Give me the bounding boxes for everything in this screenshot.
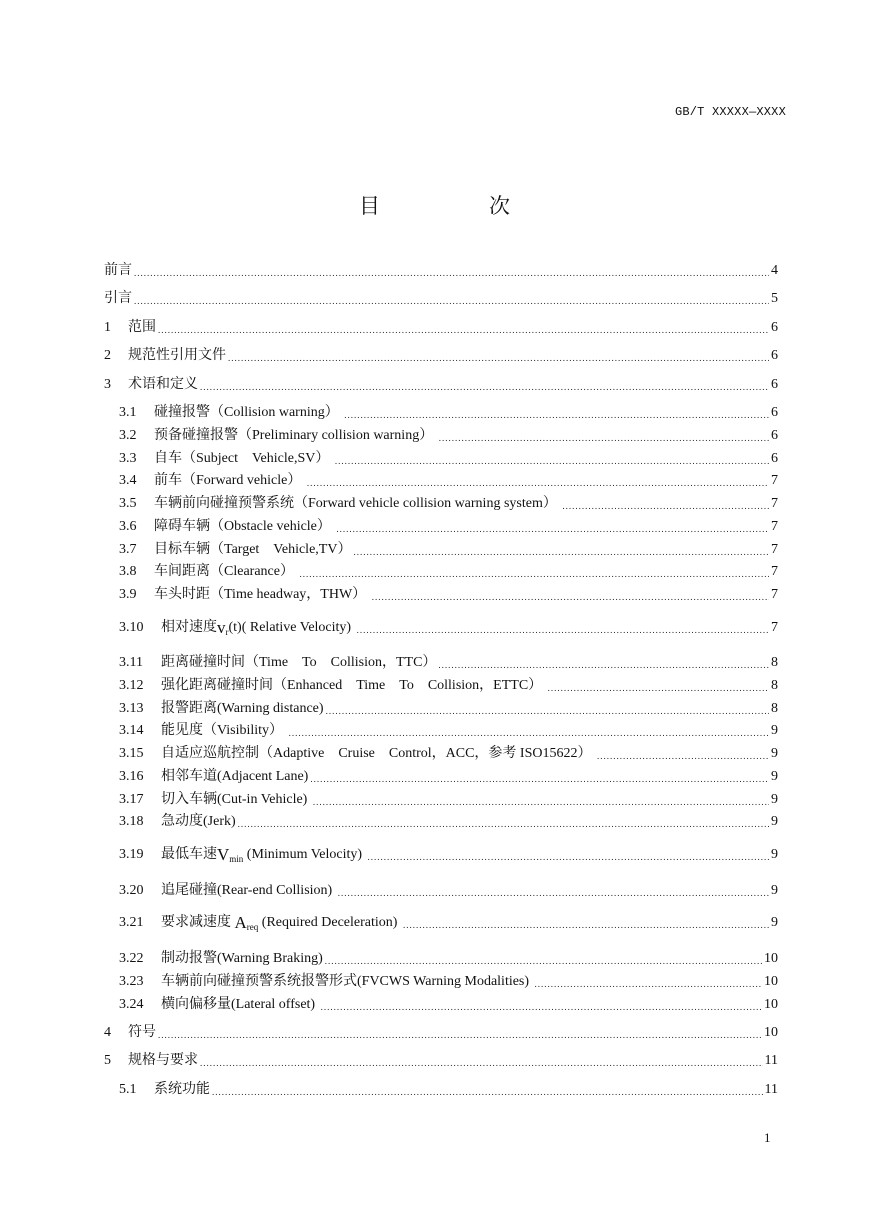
toc-entry-number: 3.8	[119, 564, 137, 579]
toc-entry-3-14[interactable]	[119, 722, 778, 740]
leader-dots	[134, 266, 769, 280]
toc-entry-title: 横向偏移量(Lateral offset)	[161, 997, 319, 1012]
toc-entry-page: 6	[771, 377, 778, 392]
toc-entry-number: 3.21	[119, 915, 144, 930]
toc-entry-number: 3.20	[119, 883, 144, 898]
leader-dots	[313, 795, 769, 809]
toc-entry-number: 3.18	[119, 814, 144, 829]
toc-entry-page: 9	[771, 792, 778, 807]
leader-dots	[336, 522, 769, 536]
toc-entry-title: 车辆前向碰撞预警系统（Forward vehicle collision warning system）	[154, 496, 561, 511]
toc-entry-title: 切入车辆(Cut-in Vehicle)	[161, 792, 311, 807]
toc-entry-page: 11	[764, 1082, 778, 1097]
leader-dots	[228, 351, 769, 365]
toc-entry-number: 3.11	[119, 655, 143, 670]
toc-entry-number: 3.24	[119, 997, 144, 1012]
toc-entry-3-19[interactable]	[119, 846, 778, 864]
toc-entry-3-20[interactable]	[119, 882, 778, 900]
toc-entry-number: 5	[104, 1053, 111, 1068]
toc-entry-title: 制动报警(Warning Braking)	[161, 951, 323, 966]
toc-entry-title: 目标车辆（Target Vehicle,TV）	[154, 542, 352, 557]
toc-entry-3-11[interactable]	[119, 654, 778, 672]
toc-entry-title: 强化距离碰撞时间（Enhanced Time To Collision，ETTC）	[161, 678, 546, 693]
toc-entry-title-prefix: 最低车速	[161, 847, 217, 862]
toc-entry-title: 相邻车道(Adjacent Lane)	[161, 769, 309, 784]
page-number: 1	[764, 1130, 771, 1145]
toc-entry-page: 9	[771, 883, 778, 898]
leader-dots	[344, 408, 769, 422]
toc-entry-title-prefix: 相对速度	[161, 620, 217, 635]
variable-subscript: min	[229, 854, 244, 864]
toc-entry-page: 6	[771, 451, 778, 466]
toc-entry-3-13[interactable]	[119, 700, 778, 718]
toc-entry-1[interactable]	[104, 319, 778, 337]
toc-entry-5-1[interactable]	[119, 1081, 778, 1099]
toc-entry-title: 障碍车辆（Obstacle vehicle）	[154, 519, 335, 534]
toc-entry-title: (Minimum Velocity)	[243, 847, 366, 862]
leader-dots	[326, 704, 769, 718]
toc-entry-number: 3.7	[119, 542, 137, 557]
leader-dots	[238, 817, 769, 831]
toc-entry-title: 追尾碰撞(Rear-end Collision)	[161, 883, 336, 898]
toc-entry-page: 11	[764, 1053, 778, 1068]
toc-entry-3-12[interactable]	[119, 677, 778, 695]
toc-entry-title: 规范性引用文件	[128, 348, 226, 363]
toc-entry-page: 9	[771, 814, 778, 829]
leader-dots	[307, 476, 769, 490]
leader-dots	[289, 726, 769, 740]
leader-dots	[321, 1000, 762, 1014]
toc-entry-number: 5.1	[119, 1082, 137, 1097]
leader-dots	[597, 749, 769, 763]
toc-entry-page: 10	[764, 974, 778, 989]
leader-dots	[353, 545, 769, 559]
toc-entry-number: 3.15	[119, 746, 144, 761]
toc-entry-number: 2	[104, 348, 111, 363]
toc-entry-3-23[interactable]	[119, 973, 778, 991]
toc-entry-title: 自车（Subject Vehicle,SV）	[154, 451, 333, 466]
leader-dots	[299, 567, 769, 581]
toc-entry-3-6[interactable]	[119, 518, 778, 536]
leader-dots	[439, 431, 769, 445]
toc-entry-3[interactable]	[104, 376, 778, 394]
toc-entry-3-1[interactable]	[119, 404, 778, 422]
document-code: GB/T XXXXX—XXXX	[674, 105, 786, 119]
toc-entry-number: 3.16	[119, 769, 144, 784]
toc-entry-4[interactable]	[104, 1024, 778, 1042]
toc-entry-title: 范围	[128, 320, 156, 335]
toc-entry-number: 1	[104, 320, 111, 335]
toc-entry-preface[interactable]	[104, 262, 778, 280]
toc-entry-2[interactable]	[104, 347, 778, 365]
toc-entry-page: 9	[771, 915, 778, 930]
leader-dots	[200, 1056, 763, 1070]
toc-entry-title: (t)( Relative Velocity)	[228, 620, 355, 635]
toc-entry-number: 3	[104, 377, 111, 392]
leader-dots	[438, 658, 769, 672]
toc-entry-3-3[interactable]	[119, 450, 778, 468]
toc-entry-page: 10	[764, 1025, 778, 1040]
toc-entry-page: 7	[771, 587, 778, 602]
toc-entry-number: 3.1	[119, 405, 137, 420]
toc-entry-3-2[interactable]	[119, 427, 778, 445]
toc-entry-number: 4	[104, 1025, 111, 1040]
leader-dots	[310, 772, 769, 786]
toc-entry-number: 3.17	[119, 792, 144, 807]
variable-subscript: req	[246, 922, 259, 932]
toc-entry-page: 8	[771, 678, 778, 693]
toc-entry-number: 3.6	[119, 519, 137, 534]
toc-entry-number: 3.10	[119, 620, 144, 635]
toc-entry-3-24[interactable]	[119, 996, 778, 1014]
toc-entry-title: 碰撞报警（Collision warning）	[154, 405, 343, 420]
toc-entry-title: 术语和定义	[128, 377, 198, 392]
toc-entry-3-8[interactable]	[119, 563, 778, 581]
toc-entry-page: 8	[771, 701, 778, 716]
leader-dots	[357, 623, 769, 637]
toc-entry-introduction[interactable]	[104, 290, 778, 308]
toc-entry-title: 前言	[104, 263, 132, 278]
toc-entry-title: (Required Deceleration)	[258, 915, 401, 930]
leader-dots	[535, 977, 762, 991]
leader-dots	[368, 850, 769, 864]
toc-entry-number: 3.4	[119, 473, 137, 488]
toc-entry-page: 7	[771, 519, 778, 534]
toc-entry-page: 7	[771, 496, 778, 511]
toc-entry-title: 自适应巡航控制（Adaptive Cruise Control，ACC，参考 ISO15622）	[161, 746, 595, 761]
toc-entry-page: 9	[771, 723, 778, 738]
toc-entry-3-4[interactable]	[119, 472, 778, 490]
toc-entry-page: 6	[771, 405, 778, 420]
toc-entry-number: 3.9	[119, 587, 137, 602]
leader-dots	[158, 323, 769, 337]
toc-entry-number: 3.23	[119, 974, 144, 989]
variable-subscript: r	[225, 627, 229, 637]
toc-entry-page: 10	[764, 997, 778, 1012]
toc-entry-page: 5	[771, 291, 778, 306]
toc-entry-title: 车头时距（Time headway，THW）	[154, 587, 370, 602]
toc-entry-page: 7	[771, 564, 778, 579]
toc-entry-title: 预备碰撞报警（Preliminary collision warning）	[154, 428, 437, 443]
toc-entry-3-9[interactable]	[119, 586, 778, 604]
toc-entry-title: 能见度（Visibility）	[161, 723, 287, 738]
toc-entry-3-22[interactable]	[119, 950, 778, 968]
toc-entry-title: 报警距离(Warning distance)	[161, 701, 324, 716]
toc-entry-page: 4	[771, 263, 778, 278]
leader-dots	[325, 954, 762, 968]
leader-dots	[158, 1028, 762, 1042]
toc-entry-3-10[interactable]	[119, 619, 778, 637]
toc-entry-title: 系统功能	[154, 1082, 210, 1097]
toc-entry-title: 引言	[104, 291, 132, 306]
toc-entry-title: 急动度(Jerk)	[161, 814, 236, 829]
toc-entry-page: 7	[771, 473, 778, 488]
toc-entry-page: 7	[771, 542, 778, 557]
toc-entry-page: 7	[771, 620, 778, 635]
toc-entry-number: 3.5	[119, 496, 137, 511]
toc-entry-number: 3.3	[119, 451, 137, 466]
toc-entry-title: 规格与要求	[128, 1053, 198, 1068]
toc-entry-3-17[interactable]	[119, 791, 778, 809]
leader-dots	[562, 499, 769, 513]
toc-entry-number: 3.2	[119, 428, 137, 443]
toc-entry-page: 6	[771, 428, 778, 443]
toc-entry-page: 10	[764, 951, 778, 966]
toc-title: 目 次	[359, 194, 554, 218]
toc-entry-number: 3.22	[119, 951, 144, 966]
toc-entry-3-15[interactable]	[119, 745, 778, 763]
variable-symbol: v	[217, 618, 226, 637]
toc-entry-number: 3.12	[119, 678, 144, 693]
leader-dots	[372, 590, 769, 604]
toc-entry-title: 车辆前向碰撞预警系统报警形式(FVCWS Warning Modalities)	[161, 974, 533, 989]
toc-entry-page: 6	[771, 320, 778, 335]
toc-entry-page: 6	[771, 348, 778, 363]
toc-entry-5[interactable]	[104, 1052, 778, 1070]
toc-entry-title: 距离碰撞时间（Time To Collision，TTC）	[161, 655, 437, 670]
toc-entry-3-5[interactable]	[119, 495, 778, 513]
toc-entry-title: 前车（Forward vehicle）	[154, 473, 305, 488]
toc-entry-title: 符号	[128, 1025, 156, 1040]
leader-dots	[335, 454, 769, 468]
toc-entry-title-prefix: 要求减速度	[161, 915, 235, 930]
toc-entry-number: 3.13	[119, 701, 144, 716]
toc-entry-3-7[interactable]	[119, 541, 778, 559]
toc-entry-page: 9	[771, 769, 778, 784]
leader-dots	[134, 294, 769, 308]
leader-dots	[200, 380, 769, 394]
toc-entry-title: 车间距离（Clearance）	[154, 564, 298, 579]
leader-dots	[548, 681, 769, 695]
variable-symbol: V	[217, 845, 230, 864]
leader-dots	[338, 886, 769, 900]
leader-dots	[212, 1085, 763, 1099]
toc-entry-page: 9	[771, 847, 778, 862]
toc-entry-3-16[interactable]	[119, 768, 778, 786]
toc-entry-page: 8	[771, 655, 778, 670]
toc-entry-3-21[interactable]	[119, 914, 778, 932]
toc-entry-3-18[interactable]	[119, 813, 778, 831]
leader-dots	[403, 918, 769, 932]
toc-entry-number: 3.19	[119, 847, 144, 862]
toc-entry-number: 3.14	[119, 723, 144, 738]
toc-entry-page: 9	[771, 746, 778, 761]
variable-symbol: A	[234, 913, 247, 932]
